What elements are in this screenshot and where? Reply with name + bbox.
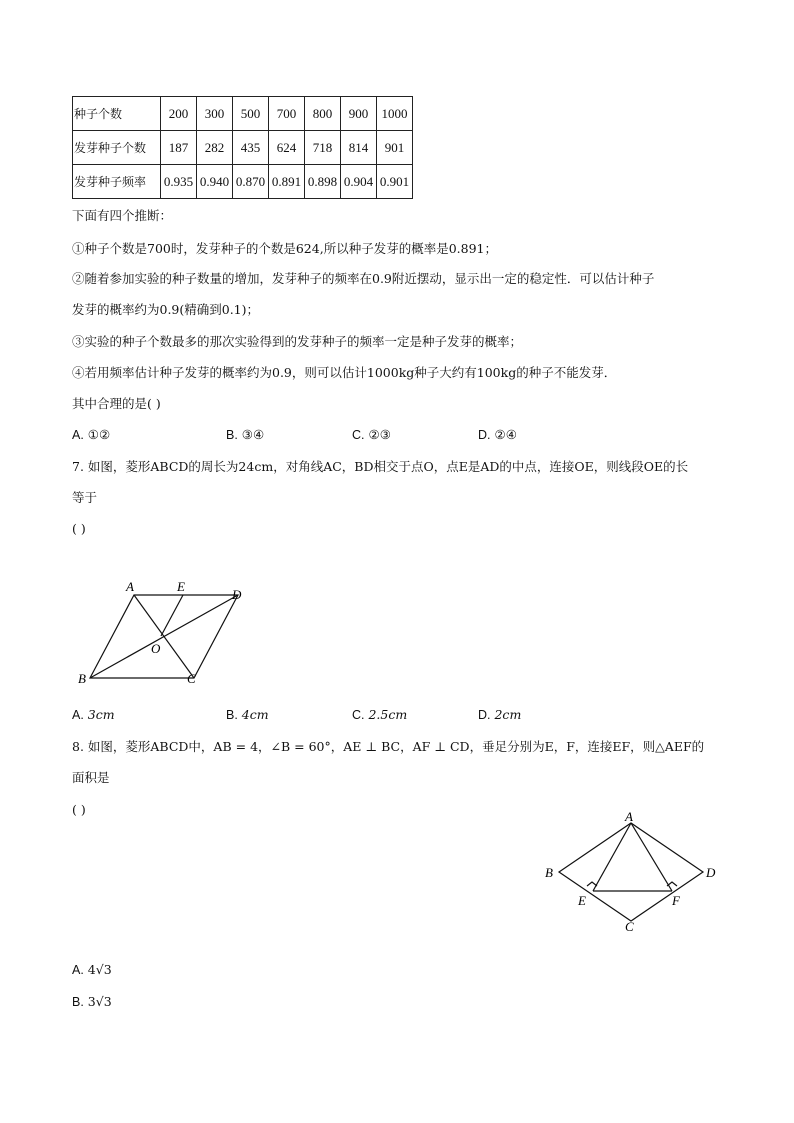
table-cell: 900 [341, 97, 377, 131]
table-cell: 814 [341, 131, 377, 165]
q7-stem-line-2: 等于 [72, 490, 98, 505]
table-cell: 0.870 [233, 165, 269, 199]
option-label: D. [478, 708, 491, 722]
q8-option-a[interactable] [72, 961, 112, 979]
table-cell: 800 [305, 97, 341, 131]
option-text: ②④ [494, 427, 517, 442]
option-text: 4cm [241, 707, 269, 722]
option-text: 4√3 [87, 962, 112, 977]
q7-option-b[interactable] [226, 706, 269, 724]
table-cell: 0.935 [161, 165, 197, 199]
segment-oe [161, 595, 183, 636]
table-cell: 624 [269, 131, 305, 165]
q8-rhombus-figure [538, 805, 728, 940]
table-cell: 300 [197, 97, 233, 131]
q7-option-c[interactable] [352, 706, 407, 724]
row-header: 种子个数 [73, 97, 161, 131]
row-header: 发芽种子个数 [73, 131, 161, 165]
option-label: B. [226, 708, 238, 722]
option-label: B. [72, 995, 84, 1009]
option-text: ①② [87, 427, 111, 442]
q6-option-c[interactable] [352, 426, 391, 444]
table-cell: 700 [269, 97, 305, 131]
q8-stem-line-1: 8. 如图，菱形ABCD中，AB = 4，∠B = 60°，AE ⊥ BC，AF ⊥ CD，垂足分别为E，F，连接EF，则△AEF的 [72, 739, 705, 754]
q6-option-a[interactable] [72, 426, 110, 444]
label-f: F [672, 893, 680, 908]
option-label: C. [352, 708, 365, 722]
seed-data-table [72, 96, 413, 199]
q7-answer-paren: ( ) [72, 521, 86, 536]
table-cell: 1000 [377, 97, 413, 131]
table-cell: 901 [377, 131, 413, 165]
table-row [73, 131, 413, 165]
table-cell: 0.891 [269, 165, 305, 199]
label-b: B [78, 671, 86, 686]
q8-stem-line-2: 面积是 [72, 770, 110, 785]
option-text: 2.5cm [368, 707, 408, 722]
q6-statement-2b: 发芽的概率约为0.9(精确到0.1)； [72, 302, 260, 317]
option-label: A. [72, 963, 84, 977]
table-row [73, 97, 413, 131]
option-label: A. [72, 708, 84, 722]
q6-statement-3: ③实验的种子个数最多的那次实验得到的发芽种子的频率一定是种子发芽的概率； [72, 334, 523, 349]
label-c: C [187, 671, 196, 686]
option-text: 3√3 [87, 994, 112, 1009]
table-cell: 200 [161, 97, 197, 131]
q7-rhombus-figure [70, 575, 260, 690]
q6-statement-4: ④若用频率估计种子发芽的概率约为0.9，则可以估计1000kg种子大约有100kg的种子不能发芽． [72, 365, 617, 380]
option-text: ②③ [368, 427, 391, 442]
option-label: B. [226, 428, 238, 442]
table-cell: 0.940 [197, 165, 233, 199]
table-cell: 0.904 [341, 165, 377, 199]
right-angle-mark-e [587, 882, 597, 886]
label-d: D [706, 865, 716, 880]
option-text: 3cm [87, 707, 115, 722]
q6-option-d[interactable] [478, 426, 517, 444]
q7-option-a[interactable] [72, 706, 115, 724]
option-label: C. [352, 428, 365, 442]
option-text: ③④ [241, 427, 265, 442]
q8-option-b[interactable] [72, 993, 112, 1011]
table-cell: 282 [197, 131, 233, 165]
table-cell: 187 [161, 131, 197, 165]
table-cell: 0.901 [377, 165, 413, 199]
table-cell: 718 [305, 131, 341, 165]
option-label: A. [72, 428, 84, 442]
table-row [73, 165, 413, 199]
table-cell: 435 [233, 131, 269, 165]
option-text: 2cm [494, 707, 522, 722]
q8-answer-paren: ( ) [72, 802, 86, 817]
label-d: D [232, 587, 242, 602]
q6-option-b[interactable] [226, 426, 264, 444]
label-a: A [625, 809, 633, 824]
q6-intro: 下面有四个推断： [72, 208, 173, 223]
label-o: O [151, 641, 161, 656]
label-e: E [177, 579, 185, 594]
label-b: B [545, 865, 553, 880]
q6-question: 其中合理的是( ) [72, 396, 161, 411]
q6-statement-1: ①种子个数是700时，发芽种子的个数是624,所以种子发芽的概率是0.891； [72, 241, 497, 256]
label-c: C [625, 919, 634, 934]
segment-ae [593, 823, 631, 891]
q6-statement-2a: ②随着参加实验的种子数量的增加，发芽种子的频率在0.9附近摆动，显示出一定的稳定性．可以估计种子 [72, 271, 655, 286]
label-a: A [126, 579, 134, 594]
table-cell: 0.898 [305, 165, 341, 199]
right-angle-mark-f [667, 882, 677, 886]
option-label: D. [478, 428, 491, 442]
segment-af [631, 823, 672, 891]
q7-stem-line-1: 7. 如图，菱形ABCD的周长为24cm，对角线AC，BD相交于点O，点E是AD的中点，连接OE，则线段OE的长 [72, 459, 689, 474]
q7-option-d[interactable] [478, 706, 521, 724]
row-header: 发芽种子频率 [73, 165, 161, 199]
label-e: E [578, 893, 586, 908]
table-cell: 500 [233, 97, 269, 131]
